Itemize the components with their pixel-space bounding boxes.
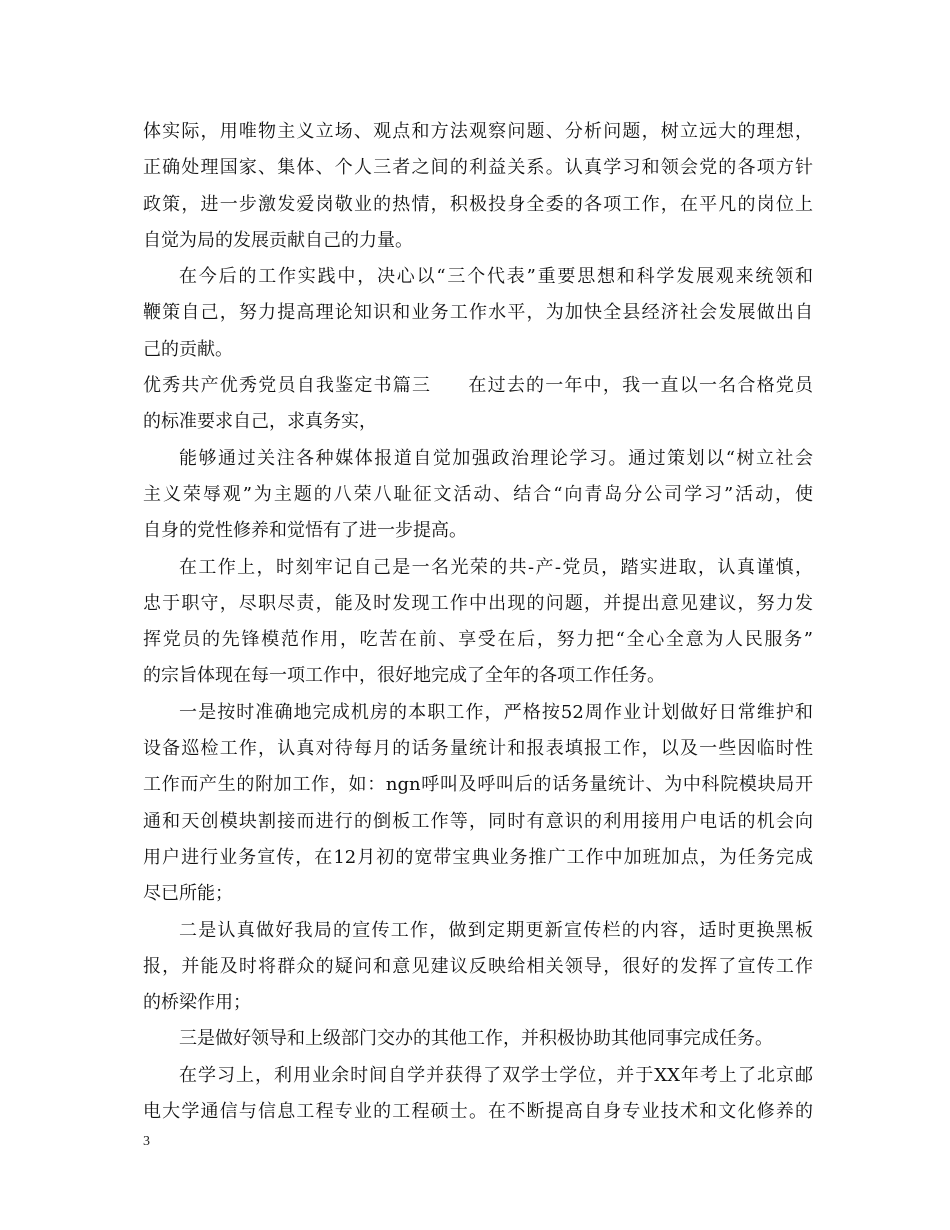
text-line: 通和天创模块割接而进行的倒板工作等，同时有意识的利用接用户电话的机会向 [143,810,813,832]
text-line: 主义荣辱观”为主题的八荣八耻征文活动、结合“向青岛分公司学习”活动，使 [143,483,813,505]
paragraph-first-line: 三是做好领导和上级部门交办的其他工作，并积极协助其他同事完成任务。 [179,1028,773,1050]
paragraph-first-line: 在工作上，时刻牢记自己是一名光荣的共-产-党员，踏实进取，认真谨慎， [179,556,813,578]
text-line: 的桥梁作用； [143,992,251,1014]
paragraph-first-line: 一是按时准确地完成机房的本职工作，严格按52周作业计划做好日常维护和 [179,701,813,723]
text-line: 自身的党性修养和觉悟有了进一步提高。 [143,520,467,542]
document-body [143,114,813,1130]
text-line: 的宗旨体现在每一项工作中，很好地完成了全年的各项工作任务。 [143,665,665,687]
text-line: 政策，进一步激发爱岗敬业的热情，积极投身全委的各项工作，在平凡的岗位上 [143,193,813,215]
text-line: 报，并能及时将群众的疑问和意见建议反映给相关领导，很好的发挥了宣传工作 [143,955,813,977]
text-line: 己的贡献。 [143,338,233,360]
section-heading: 优秀共产优秀党员自我鉴定书篇三 [143,375,432,397]
heading-following-text: 在过去的一年中，我一直以一名合格党员 [467,375,813,397]
text-line: 工作而产生的附加工作，如：ngn呼叫及呼叫后的话务量统计、为中科院模块局开 [143,774,813,796]
text-line: 用户进行业务宣传，在12月初的宽带宝典业务推广工作中加班加点，为任务完成 [143,846,813,868]
page-number: 3 [143,1134,150,1149]
text-line: 尽已所能； [143,883,233,905]
paragraph-first-line: 二是认真做好我局的宣传工作，做到定期更新宣传栏的内容，适时更换黑板 [179,919,813,941]
text-line: 自觉为局的发展贡献自己的力量。 [143,229,413,251]
text-line: 的标准要求自己，求真务实， [143,411,377,433]
text-line: 体实际，用唯物主义立场、观点和方法观察问题、分析问题，树立远大的理想， [143,121,813,142]
text-line: 鞭策自己，努力提高理论知识和业务工作水平，为加快全县经济社会发展做出自 [143,302,813,324]
text-line: 电大学通信与信息工程专业的工程硕士。在不断提高自身专业技术和文化修养的 [143,1101,813,1123]
paragraph-first-line: 能够通过关注各种媒体报道自觉加强政治理论学习。通过策划以“树立社会 [179,447,813,469]
text-line: 设备巡检工作，认真对待每月的话务量统计和报表填报工作，以及一些因临时性 [143,738,813,760]
text-line: 忠于职守，尽职尽责，能及时发现工作中出现的问题，并提出意见建议，努力发 [143,592,813,614]
paragraph-first-line: 在学习上，利用业余时间自学并获得了双学士学位，并于XX年考上了北京邮 [179,1064,813,1086]
paragraph-first-line: 在今后的工作实践中，决心以“三个代表”重要思想和科学发展观来统领和 [179,266,813,288]
text-line: 正确处理国家、集体、个人三者之间的利益关系。认真学习和领会党的各项方针 [143,157,813,179]
text-line: 挥党员的先锋模范作用，吃苦在前、享受在后，努力把“全心全意为人民服务” [143,629,813,651]
section-heading-line [143,368,813,404]
